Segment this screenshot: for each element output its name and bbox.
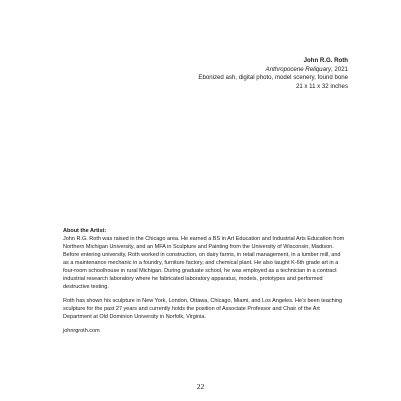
artist-name: John R.G. Roth	[303, 57, 348, 64]
artwork-materials: Ebonized ash, digital photo, model scenery, found bone	[198, 74, 348, 82]
artwork-caption	[128, 57, 348, 91]
artwork-year: , 2021	[331, 65, 348, 73]
bio-paragraph-1: John R.G. Roth was raised in the Chicago area. He earned a BS in Art Education and Industrial Arts Education from Northern Michigan University, and an MFA in Sculpture and Painting from the University of Wisconsin, Madison. Before entering university, Roth worked in construction, on dairy farms, in retail management, in a lumber mill, and as a maintenance mechanic in a foundry, furniture factory, and chemical plant. He also taught K-6th grade art in a four-room schoolhouse in rural Michigan. During graduate school, he was employed as a technician in a contract industrial research laboratory where he fabricated laboratory apparatus, models, prototypes and performed destructive testing.	[63, 236, 345, 290]
bio-heading: About the Artist:	[63, 228, 107, 234]
artwork-title-line	[128, 66, 348, 75]
artwork-title: Anthropocene Reliquary	[265, 65, 332, 73]
artist-bio	[63, 228, 345, 343]
page-number: 22	[196, 382, 205, 391]
artist-website: johnrgroth.com	[63, 328, 100, 335]
artwork-dimensions: 21 x 11 x 32 inches	[295, 82, 348, 90]
bio-paragraph-2: Roth has shown his sculpture in New York, London, Ottawa, Chicago, Miami, and Los Angeles. He’s been teaching sculpture for the past 27 years and currently holds the position of Associate Professor and Chair of the Art Department at Old Dominion University in Norfolk, Virginia.	[63, 298, 343, 321]
